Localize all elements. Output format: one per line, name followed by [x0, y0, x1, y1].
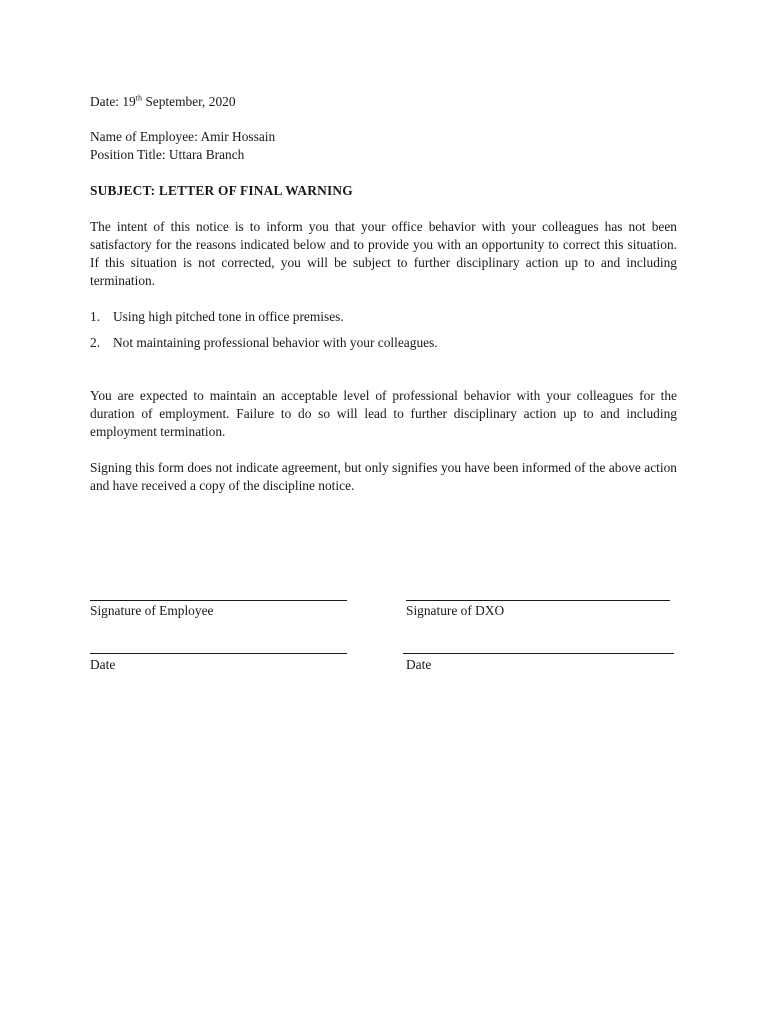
expectation-paragraph: You are expected to maintain an acceptable level of professional behavior with your colleagues for the duration of employment. Failure to do so will lead to further disciplinary action up to and including employment termination. — [90, 388, 677, 439]
acknowledgement-paragraph: Signing this form does not indicate agreement, but only signifies you have been informed of the above action and have received a copy of the discipline notice. — [90, 460, 677, 493]
list-item-number: 1. — [90, 309, 101, 324]
list-item-number: 2. — [90, 335, 101, 350]
dxo-date-label: Date — [406, 657, 432, 672]
employee-date-label: Date — [90, 657, 116, 672]
employee-name: Name of Employee: Amir Hossain — [90, 129, 276, 144]
employee-date-line — [90, 653, 347, 654]
list-item — [90, 334, 677, 360]
dxo-signature-label: Signature of DXO — [406, 603, 505, 618]
date-prefix: Date: 19 — [90, 94, 136, 109]
employee-signature-line — [90, 600, 347, 601]
list-item-text: Using high pitched tone in office premises. — [113, 309, 344, 324]
date-suffix: September, 2020 — [141, 94, 236, 109]
dxo-signature-line — [406, 600, 670, 601]
letter-date — [90, 93, 236, 111]
list-item — [90, 308, 677, 334]
letter-subject: SUBJECT: LETTER OF FINAL WARNING — [90, 183, 353, 198]
dxo-date-line — [403, 653, 674, 654]
list-item-text: Not maintaining professional behavior with your colleagues. — [113, 335, 438, 350]
reasons-list — [90, 308, 677, 360]
intro-paragraph: The intent of this notice is to inform you that your office behavior with your colleagues has not been satisfactory for the reasons indicated below and to provide you with an opportunity to correct this situation. If this situation is not corrected, you will be subject to further disciplinary action up to and including termination. — [90, 219, 677, 288]
employee-signature-label: Signature of Employee — [90, 603, 214, 618]
position-title: Position Title: Uttara Branch — [90, 147, 245, 162]
date-ordinal-suffix: th — [135, 93, 142, 103]
